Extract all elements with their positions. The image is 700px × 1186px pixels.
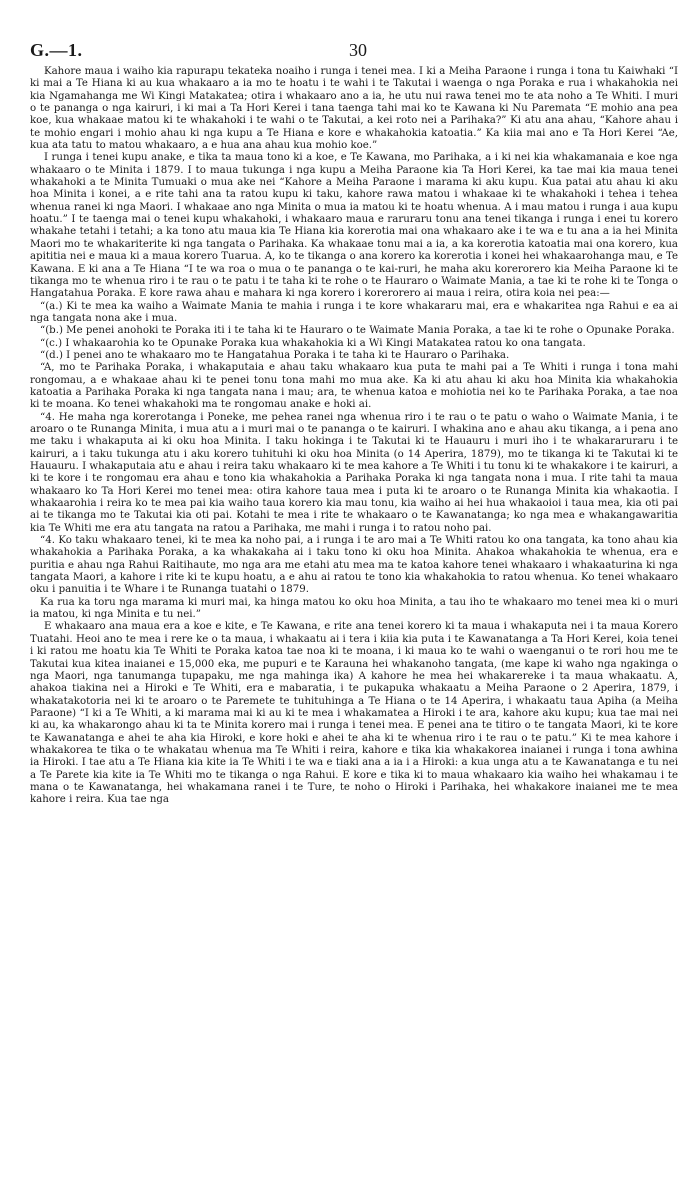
paragraph: I runga i tenei kupu anake, e tika ta maua tono ki a koe, e Te Kawana, mo Parihaka, a i ki nei kia whakamanaia e koe nga whakaaro o te Minita i 1879. I to maua tukunga i nga kupu a Meiha Paraone kia Ta Hori Kerei, ka tae mai kia maua tenei whakahoki a te Minita Tumuaki o mua ake nei “Kahore a Meiha Paraone i marama ki aku kupu. Kua patai atu ahau ki aku hoa Minita i konei, a e rite tahi ana ta ratou kupu ki taku, kahore rawa matou i whakaae ki te whakahoki i tehea i tehea whenua ranei ki nga Maori. I whakaae ano nga Minita o mua ia matou ki te hoatu whenua. A i mau matou i runga i aua kupu hoatu.” I te taenga mai o tenei kupu whakahoki, i whakaaro maua e raruraru tonu ana tenei tikanga i runga i enei tu korero whakahe tetahi i tetahi; a ka tono atu maua kia Te Hiana kia korerotia mai ona whakaaro ake i te wa e tu ana a ia hei Minita Maori mo te whakariterite ki nga tangata o Parihaka. Ka whakaae tonu mai a ia, a ka korerotia katoatia mai ona korero, kua apititia nei e maua ki a maua korero Tuarua. A, ko te tikanga o ana korero ka korerotia i konei hei whakaarohanga mau, e Te Kawana. E ki ana a Te Hiana “I te wa roa o mua o te pananga o te kai-ruri, he maha aku korerorero kia Meiha Paraone ki te tikanga mo te whenua riro i te rau o te patu i te taha ki te rohe o te Hauraro o Waimate Mania, a tae ki te rohe ki te Tonga o Hangatahua Poraka. E kore rawa ahau e mahara ki nga korero i korerorero ai maua i reira, otira koia nei pea:— [30,152,678,300]
quoted-item-a: “(a.) Ki te mea ka waiho a Waimate Mania te mahia i runga i te kore whakararu mai, era e whakaritea nga Rahui e ea ai nga tangata nona ake i mua. [30,300,678,324]
quoted-paragraph: “A, mo te Parihaka Poraka, i whakaputaia e ahau taku whakaaro kua puta te mahi pai a Te Whiti i runga i tona mahi rongomau, a e whakaae ahau ki te penei tonu tona mahi mo mua ake. Ka ki atu ahau ki aku hoa Minita kia whakahokia katoatia a Parihaka Poraka ki nga tangata nana i mau; ara, te whenua katoa e mohiotia nei ko te Parihaka Poraka, a tae noa ki te moana. Ko tenei whakahoki ma te rongomau anake e hoki ai. [30,362,678,411]
page-header [30,40,678,66]
quoted-item-b: “(b.) Me penei anohoki te Poraka iti i te taha ki te Hauraro o te Waimate Mania Poraka, a tae ki te rohe o Opunake Poraka. [40,325,675,337]
quoted-paragraph: “4. He maha nga korerotanga i Poneke, me pehea ranei nga whenua riro i te rau o te patu o waho o Waimate Mania, i te aroaro o te Runanga Minita, i mua atu a i muri mai o te pananga o te kairuri. I whakina ano e ahau aku tikanga, a i pena ano me taku i whakaputa ai ki oku hoa Minita. I taku hokinga i te Takutai ki te Hauauru i muri iho i te whakararuraru i te kairuri, a i taku tukunga atu i aku korero tuhituhi ki oku hoa Minita (o 14 Aperira, 1879), mo te tikanga ki te Takutai ki te Hauauru. I whakaputaia atu e ahau i reira taku whakaaro ki te mea kahore a Te Whiti i tu tonu ki te whakakore i te kairuri, a ki te kore i te rongomau era ahau e tono kia whakahokia a Parihaka Poraka ki nga tangata nona i mua. I rite tahi ta maua whakaaro ko Ta Hori Kerei mo tenei mea: otira kahore taua mea i puta ki te aroaro o te Runanga Minita kia whakaotia. I whakaarohia i reira ko te mea pai kia waiho taua korero kia mau tonu, kia waiho ai hei hua whakaoioi i taua mea, kia oti pai ai te tikanga mo te Takutai kia oti pai. Kotahi te mea i rite te whakaaro o te Kawanatanga; ko nga mea e whakangawaritia kia Te Whiti me era atu tangata na ratou a Parihaka, me mahi i runga i to ratou noho pai. [30,411,678,534]
page-number: 30 [349,40,367,60]
quoted-item-c: “(c.) I whakaarohia ko te Opunake Poraka kua whakahokia ki a Wi Kingi Matakatea ratou ko ona tangata. [40,337,586,349]
paragraph: Kahore maua i waiho kia rapurapu tekateka noaiho i runga i tenei mea. I ki a Meiha Paraone i runga i tona tu Kaiwhaki “I ki mai a Te Hiana ki au kua whakaaro a ia mo te hoatu i te wahi i te Takutai i waenga o nga Poraka e rua i whakahokia nei kia Ngamahanga me Wi Kingi Matakatea; otira i whakaaro ano a ia, he utu nui rawa tenei mo te ata noho a Te Whiti. I muri o te pananga o nga kairuri, i ki mai a Ta Hori Kerei i tana taenga tahi mai ko te Kawana ki Nu Paremata “E mohio ana pea koe, kua whakaae matou ki te whakahoki i te wahi o te Takutai, a kei roto nei a Parihaka?” Ki atu ana ahau, “Kahore ahau i te mohio engari i mohio ahau ki nga kupu a Te Hiana e kore e whakahokia katoatia.” Ka kiia mai ano e Ta Hori Kerei “Ae, kua ata tatu to matou whakaaro, a e hua ana ahau kua mohio koe.” [30,66,678,152]
quoted-paragraph: “4. Ko taku whakaaro tenei, ki te mea ka noho pai, a i runga i te aro mai a Te Whiti ratou ko ona tangata, ka tono ahau kia whakahokia a Parihaka Poraka, a ka whakakaha ai i taku tono ki oku hoa Minita. Ahakoa whakahokia te whenua, era e puritia e ahau nga Rahui Raitihaute, mo nga ara me etahi atu mea ma te katoa kahore tenei whakaaro i whakaaturina ki nga tangata Maori, a kahore i rite ki te kupu hoatu, a e ahu ai ratou te tono kia whakahokia to ratou whenua. Ko tenei whakaaro oku i panuitia i te Whare i te Runanga tuatahi o 1879. [30,535,678,596]
body-text [30,66,678,807]
paragraph: E whakaaro ana maua era a koe e kite, e Te Kawana, e rite ana tenei korero ki ta maua i whakaputa nei i ta maua Korero Tuatahi. Heoi ano te mea i rere ke o ta maua, i whakaatu ai i tera i kiia kia puta i te Kawanatanga a Ta Hori Kerei, koia tenei i ki ratou me hoatu kia Te Whiti te Poraka katoa tae noa ki te moana, i ki maua ko te wahi o waenganui o te rori hou me te Takutai kua kitea inaianei e 15,000 eka, me pupuri e te Karauna hei whakanoho tangata, (me kape ki waho nga ngakinga o nga Maori, nga tanumanga tupapaku, me nga mahinga ika) A kahore he mea hei whakarereke i ta maua whakaatu. A, ahakoa tiakina nei a Hiroki e Te Whiti, era e mabaratia, i te pukapuka whakaatu a Meiha Paraone o 2 Aperira, 1879, i whakatakotoria nei ki te aroaro o te Paremete te tuhituhinga a Te Hiana o te 14 Aperira, i whakaatu taua Apiha (a Meiha Paraone) “I ki a Te Whiti, a ki marama mai ki au ki te mea i whakamatea a Hiroki i te ara, kahore aku kupu; kua tae mai nei ki au, ka whakarongo ahau ki ta te Minita korero mai i runga i tenei mea. E penei ana te titiro o te tangata Maori, ki te kore te Kawanatanga e ahei te aha kia Hiroki, e kore hoki e ahei te aha ki te whenua riro i te rau o te patu.” Ki te mea kahore i whakakorea te tika o te whakatau whenua ma Te Whiti i reira, kahore e tika kia whakakorea inaianei i runga i tona awhina ia Hiroki. I tae atu a Te Hiana kia kite ia Te Whiti i te wa e tiaki ana a ia i a Hiroki: a kua unga atu a te Kawanatanga e tu nei a Te Parete kia kite ia Te Whiti mo te tikanga o nga Rahui. E kore e tika ki to maua whakaaro kia waiho hei whakamau i te mana o te Kawanatanga, hei whakamana ranei i te Ture, te noho o Hiroki i Parihaka, hei whakakore inaianei me te mea kahore i reira. Kua tae nga [30,621,678,806]
quoted-item-d: “(d.) I penei ano te whakaaro mo te Hangatahua Poraka i te taha ki te Hauraro o Parihaka. [40,349,510,361]
quoted-paragraph: Ka rua ka toru nga marama ki muri mai, ka hinga matou ko oku hoa Minita, a tau iho te whakaaro mo tenei mea ki o muri ia matou, ki nga Minita e tu nei.” [30,596,678,621]
document-reference: G.—1. [30,40,83,60]
